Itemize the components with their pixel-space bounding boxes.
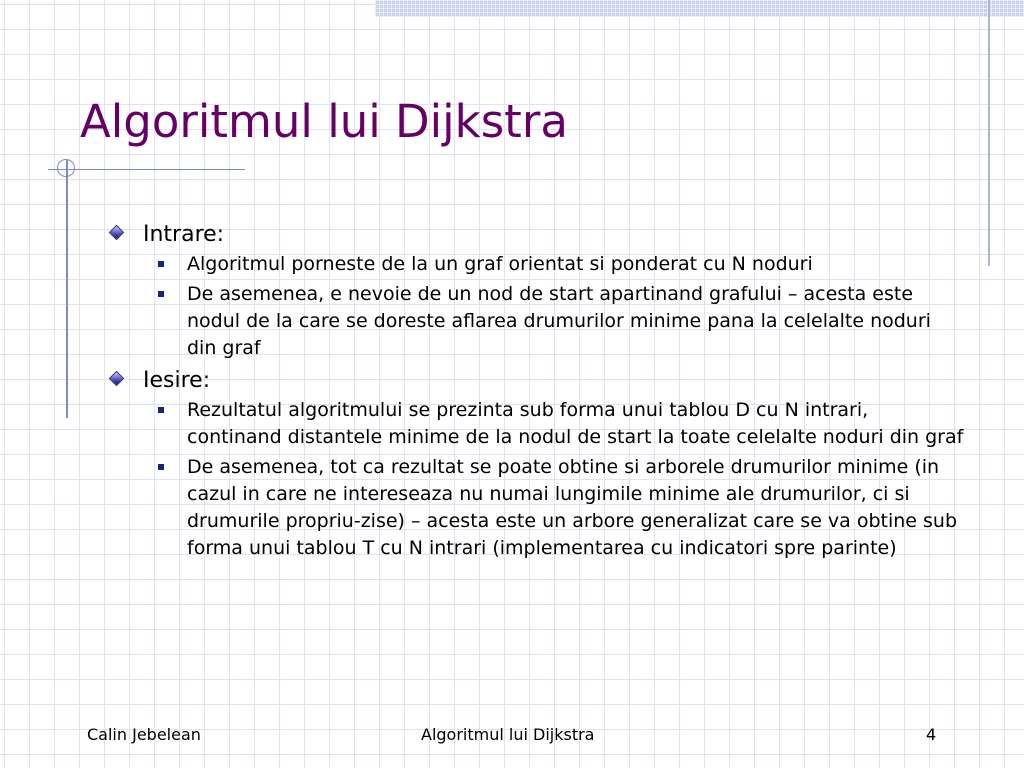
list-item (105, 281, 965, 362)
vertical-decor-line (66, 160, 68, 418)
list-item-text: De asemenea, tot ca rezultat se poate obtine si arborele drumurilor minime (in cazul in care ne intereseaza nu numai lungimile minime ale drumurilor, ci si drumurile propriu-zise) – acesta este un arbore generalizat care se va obtine sub forma unui tablou T cu N intrari (implementarea cu indicatori spre parinte) (187, 456, 958, 559)
list-item-text: Algoritmul porneste de la un graf orientat si ponderat cu N noduri (187, 253, 813, 275)
top-decor-band (375, 0, 1024, 17)
list-item-text: Rezultatul algoritmului se prezinta sub forma unui tablou D cu N intrari, continand distantele minime de la nodul de start la toate celelalte noduri din graf (187, 399, 964, 448)
list-item-text: De asemenea, e nevoie de un nod de start apartinand grafului – acesta este nodul de la care se doreste aflarea drumurilor minime pana la celelalte noduri din graf (187, 283, 931, 359)
square-bullet-icon (158, 291, 164, 297)
footer-page-number: 4 (926, 725, 937, 744)
section-heading-text: Iesire: (143, 368, 211, 393)
footer-title: Algoritmul lui Dijkstra (421, 725, 595, 744)
footer-author: Calin Jebelean (87, 725, 201, 744)
square-bullet-icon (158, 407, 164, 413)
slide-title: Algoritmul lui Dijkstra (80, 95, 568, 148)
title-underline (48, 169, 245, 170)
crosshair-decor-circle (57, 159, 75, 177)
section-heading-text: Intrare: (143, 222, 225, 247)
right-decor-line (988, 0, 990, 266)
list-item (105, 251, 965, 278)
section-heading-input (105, 219, 965, 251)
slide-content (105, 219, 965, 565)
diamond-bullet-icon (109, 371, 125, 387)
list-item (105, 454, 965, 562)
list-item (105, 397, 965, 451)
diamond-bullet-icon (109, 225, 125, 241)
square-bullet-icon (158, 464, 164, 470)
section-heading-output (105, 365, 965, 397)
square-bullet-icon (158, 261, 164, 267)
